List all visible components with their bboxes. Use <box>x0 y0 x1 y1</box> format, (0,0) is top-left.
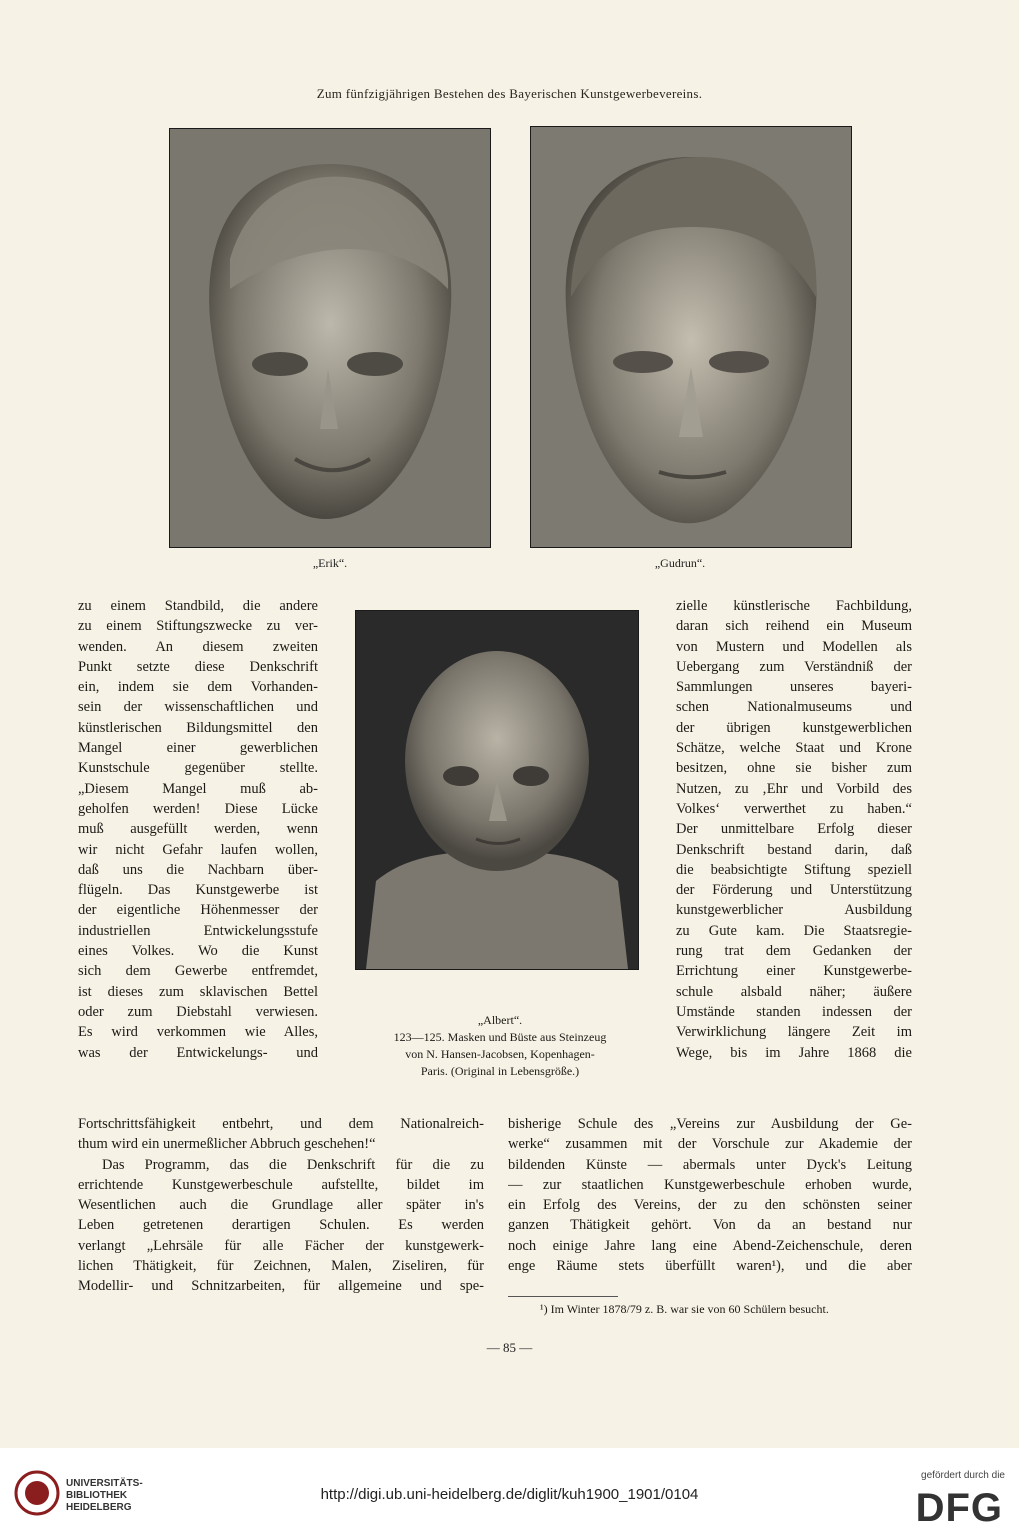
caption-albert: „Albert“. <box>477 1013 523 1027</box>
text-line: der Förderung und Unterstützung <box>676 882 912 899</box>
plate-caption-line-1: 123—125. Masken und Büste aus Steinzeug <box>393 1030 607 1044</box>
digitization-footer <box>0 1448 1019 1540</box>
text-line: Kunstschule gegenüber stellte. <box>78 760 318 777</box>
text-line: Leben getretenen derartigen Schulen. Es werden <box>78 1217 484 1234</box>
text-line: kunstgewerblicher Ausbildung <box>676 902 912 919</box>
text-line: industriellen Entwickelungsstufe <box>78 922 318 939</box>
text-line: Denkschrift bestand darin, daß <box>676 841 912 858</box>
left-column-text <box>78 596 318 1063</box>
text-line: enge Räume stets überfüllt waren¹), und die aber <box>508 1258 912 1275</box>
text-line: thum wird ein unermeßlicher Abbruch geschehen!“ <box>78 1136 376 1153</box>
text-line: noch einige Jahre lang eine Abend-Zeichenschule, deren <box>508 1237 912 1254</box>
funding-note: gefördert durch die <box>921 1470 1005 1481</box>
dfg-logo: DFG <box>915 1486 1003 1530</box>
text-line: von Mustern und Modellen als <box>676 638 912 655</box>
text-line: zielle künstlerische Fachbildung, <box>676 598 912 614</box>
text-line: der übrigen kunstgewerblichen <box>676 719 912 736</box>
text-line: Schätze, welche Staat und Krone <box>676 740 912 757</box>
gudrun-mask-image <box>531 127 851 547</box>
institution-line: UNIVERSITÄTS- <box>66 1478 143 1489</box>
institution-line: BIBLIOTHEK <box>66 1490 128 1501</box>
plate-caption-line-3: Paris. (Original in Lebensgröße.) <box>420 1064 580 1078</box>
figure-caption <box>342 1012 658 1080</box>
institution-line: HEIDELBERG <box>66 1502 132 1513</box>
erik-mask-image <box>170 129 490 547</box>
plate-caption-line-2: von N. Hansen-Jacobsen, Kopenhagen- <box>405 1047 595 1061</box>
text-line: Wege, bis im Jahre 1868 die <box>676 1044 912 1061</box>
text-line: bildenden Künste — abermals unter Dyck's Leitung <box>508 1156 912 1173</box>
text-line: Errichtung einer Kunstgewerbe- <box>676 963 912 980</box>
text-line: Umstände standen indessen der <box>676 1003 912 1020</box>
text-line: zu Gute kam. Die Staatsregie- <box>676 922 912 939</box>
text-line: bisherige Schule des „Vereins zur Ausbildung der Ge- <box>508 1116 912 1132</box>
text-line: Mangel einer gewerblichen <box>78 740 318 757</box>
caption-erik: „Erik“. <box>312 556 348 570</box>
text-line: Der unmittelbare Erfolg dieser <box>676 821 912 838</box>
footnote: ¹) Im Winter 1878/79 z. B. war sie von 60 Schülern besucht. <box>540 1302 829 1316</box>
caption-gudrun: „Gudrun“. <box>654 556 706 570</box>
right-bottom-text <box>508 1114 912 1276</box>
text-line: sich dem Gewerbe entfremdet, <box>78 963 318 980</box>
albert-bust-image <box>356 611 638 969</box>
text-line: künstlerischen Bildungsmittel den <box>78 719 318 736</box>
text-line: werke“ zusammen mit der Vorschule zur Akademie der <box>508 1136 912 1153</box>
text-line: ganzen Thätigkeit gehört. Von da an bestand nur <box>508 1217 912 1234</box>
text-line: sein der wissenschaftlichen und <box>78 699 318 716</box>
text-line: der eigentliche Höhenmesser der <box>78 902 318 919</box>
text-line: geholfen werden! Diese Lücke <box>78 800 318 817</box>
photo-gudrun-mask <box>530 126 852 548</box>
photo-erik-mask <box>169 128 491 548</box>
text-line: eines Volkes. Wo die Kunst <box>78 943 318 960</box>
text-line: Fortschrittsfähigkeit entbehrt, und dem Nationalreich- <box>78 1116 484 1132</box>
text-line: Wesentlichen auch die Grundlage aller später in's <box>78 1197 484 1214</box>
text-line: Das Programm, das die Denkschrift für die zu <box>102 1156 484 1173</box>
text-line: Verwirklichung längere Zeit im <box>676 1024 912 1041</box>
text-line: Nutzen, zu ‚Ehr und Vorbild des <box>676 780 912 797</box>
text-line: daran sich reihend ein Museum <box>676 618 912 635</box>
text-line: Uebergang zum Verständniß der <box>676 658 912 675</box>
text-line: ein, indem sie dem Vorhanden- <box>78 679 318 696</box>
text-line: flügeln. Das Kunstgewerbe ist <box>78 882 318 899</box>
text-line: ein Erfolg des Vereins, der zu den schönsten seiner <box>508 1197 912 1214</box>
text-line: verlangt „Lehrsäle für alle Fächer der kunstgewerk- <box>78 1237 484 1254</box>
text-line: — zur staatlichen Kunstgewerbeschule erhoben wurde, <box>508 1176 912 1193</box>
text-line: Punkt setzte diese Denkschrift <box>78 658 318 675</box>
text-line: Sammlungen unseres bayeri- <box>676 679 912 696</box>
text-line: lichen Thätigkeit, für Zeichnen, Malen, Ziseliren, für <box>78 1258 484 1275</box>
text-line: Volkes‘ verwerthet zu haben.“ <box>676 800 912 817</box>
text-line: zu einem Standbild, die andere <box>78 598 318 614</box>
text-line: errichtende Kunstgewerbeschule aufstellte, bildet im <box>78 1176 484 1193</box>
running-head: Zum fünfzigjährigen Bestehen des Bayerischen Kunstgewerbevereins. <box>316 86 703 101</box>
text-line: rung trat dem Gedanken der <box>676 943 912 960</box>
left-bottom-text <box>78 1114 484 1297</box>
text-line: daß uns die Nachbarn über- <box>78 861 318 878</box>
text-line: besitzen, ohne sie bisher zum <box>676 760 912 777</box>
text-line: muß ausgefüllt werden, wenn <box>78 821 318 838</box>
text-line: schule alsbald näher; äußere <box>676 983 912 1000</box>
text-line: wenden. An diesem zweiten <box>78 638 318 655</box>
text-line: oder zum Diebstahl verwiesen. <box>78 1003 318 1020</box>
right-column-text <box>676 596 912 1063</box>
footnote-divider <box>508 1296 618 1297</box>
text-line: was der Entwickelungs- und <box>78 1044 318 1061</box>
text-line: „Diesem Mangel muß ab- <box>78 780 318 797</box>
text-line: ist dieses zum sklavischen Bettel <box>78 983 318 1000</box>
photo-albert-bust <box>355 610 639 970</box>
text-line: die beabsichtigte Stiftung speziell <box>676 861 912 878</box>
source-url-link[interactable]: http://digi.ub.uni-heidelberg.de/diglit/kuh1900_1901/0104 <box>320 1486 699 1503</box>
page-number: — 85 — <box>486 1340 533 1355</box>
text-line: wir nicht Gefahr laufen wollen, <box>78 841 318 858</box>
text-line: Modellir- und Schnitzarbeiten, für allgemeine und spe- <box>78 1278 484 1295</box>
text-line: Es wird verkommen wie Alles, <box>78 1024 318 1041</box>
text-line: schen Nationalmuseums und <box>676 699 912 716</box>
text-line: zu einem Stiftungszwecke zu ver- <box>78 618 318 635</box>
